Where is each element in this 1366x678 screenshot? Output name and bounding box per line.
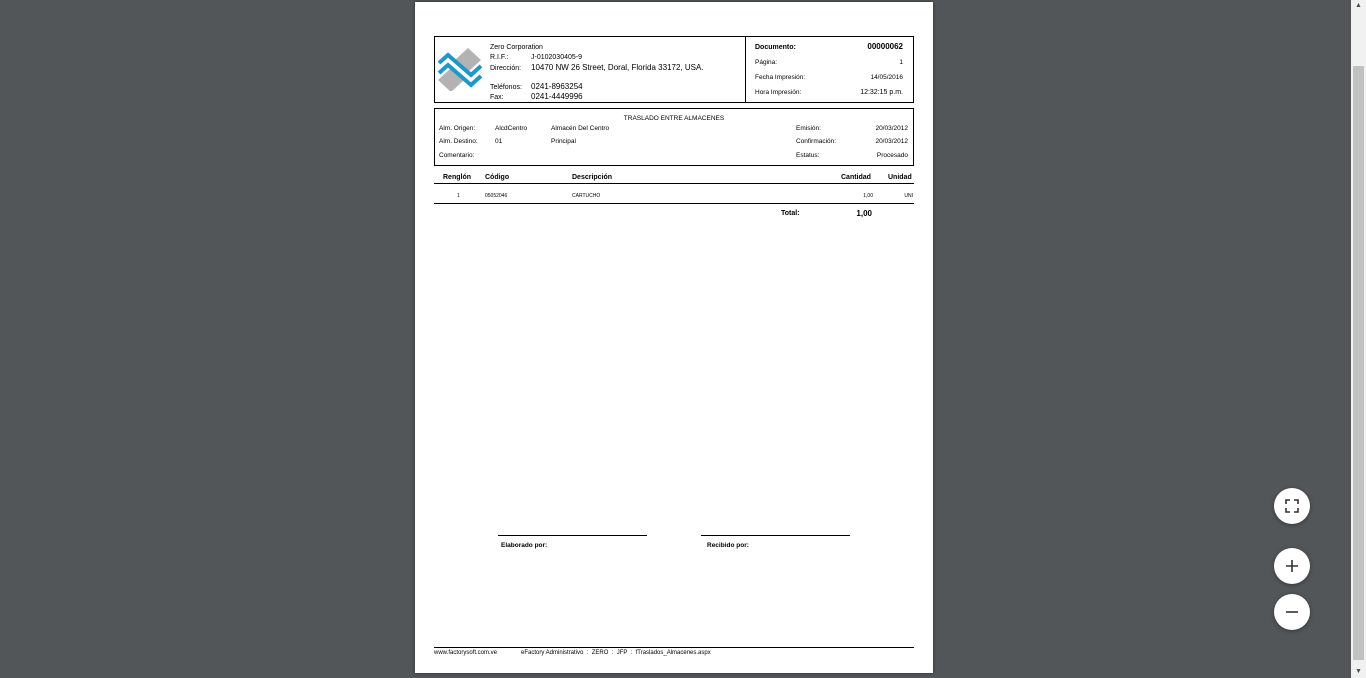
footer-info: eFactory Administrativo : ZERO : JFP : fTraslados_Almacenes.aspx	[521, 650, 711, 656]
row-line: 1	[457, 193, 460, 199]
column-header-description: Descripción	[572, 174, 613, 181]
scroll-up-arrow-icon[interactable]: ▲	[1355, 2, 1362, 9]
scroll-down-arrow-icon[interactable]: ▼	[1355, 668, 1362, 675]
emission-label: Emisión:	[796, 125, 821, 132]
origin-code: AlcdCentro	[495, 125, 528, 132]
phones-value: 0241-8963254	[531, 82, 583, 91]
zoom-out-button[interactable]	[1274, 594, 1310, 630]
received-by-signature-line	[701, 535, 850, 536]
dest-name: Principal	[551, 138, 576, 145]
scrollbar-thumb[interactable]	[1353, 66, 1364, 660]
document-label: Documento:	[755, 44, 796, 51]
row-unit: UNI	[904, 193, 913, 199]
row-quantity: 1,00	[863, 193, 873, 199]
table-bottom-rule	[434, 203, 914, 204]
company-name: Zero Corporation	[490, 44, 543, 51]
footer-rule	[434, 647, 914, 648]
made-by-signature-line	[498, 535, 647, 536]
dest-code: 01	[495, 138, 503, 145]
origin-name: Almacén Del Centro	[551, 125, 610, 132]
address-label: Dirección:	[490, 65, 522, 72]
header-divider	[745, 36, 746, 103]
total-value: 1,00	[856, 209, 872, 218]
confirmation-label: Confirmación:	[796, 138, 837, 145]
fit-to-page-button[interactable]	[1274, 488, 1310, 524]
zoom-in-button[interactable]	[1274, 548, 1310, 584]
dest-label: Alm. Destino:	[439, 138, 478, 145]
minus-icon	[1285, 605, 1299, 619]
row-description: CARTUCHO	[572, 193, 601, 199]
status-value: Procesado	[876, 152, 908, 159]
confirmation-date: 20/03/2012	[875, 138, 908, 145]
total-label: Total:	[781, 210, 800, 217]
print-date: 14/05/2016	[870, 74, 903, 81]
document-page	[415, 2, 933, 673]
fax-label: Fax:	[490, 94, 504, 101]
row-code: 05052046	[485, 193, 508, 199]
vertical-scrollbar[interactable]	[1351, 0, 1366, 678]
phones-label: Teléfonos:	[490, 84, 522, 91]
footer-site: www.factorysoft.com.ve	[434, 650, 498, 656]
page-label: Página:	[755, 59, 778, 66]
plus-icon	[1285, 559, 1299, 573]
comment-label: Comentario:	[439, 152, 475, 159]
origin-label: Alm. Origen:	[439, 125, 476, 132]
received-by-label: Recibido por:	[707, 542, 749, 549]
column-header-line: Renglón	[443, 174, 471, 181]
status-label: Estatus:	[796, 152, 820, 159]
rif-value: J-0102030405-9	[531, 54, 582, 61]
table-header-rule	[434, 183, 914, 184]
emission-date: 20/03/2012	[875, 125, 908, 132]
made-by-label: Elaborado por:	[501, 542, 548, 549]
company-logo	[437, 47, 483, 91]
address-value: 10470 NW 26 Street, Doral, Florida 33172, USA.	[531, 63, 704, 72]
fit-to-page-icon	[1285, 499, 1299, 513]
transfer-title: TRASLADO ENTRE ALMACENES	[623, 115, 725, 122]
column-header-quantity: Cantidad	[841, 174, 871, 181]
page-number: 1	[899, 59, 903, 66]
rif-label: R.I.F.:	[490, 54, 509, 61]
column-header-unit: Unidad	[888, 174, 912, 181]
print-time: 12:32:15 p.m.	[860, 89, 903, 96]
print-date-label: Fecha Impresión:	[755, 74, 806, 81]
column-header-code: Código	[485, 174, 510, 181]
print-time-label: Hora Impresión:	[755, 89, 802, 96]
fax-value: 0241-4449996	[531, 92, 583, 101]
document-number: 00000062	[867, 42, 903, 51]
